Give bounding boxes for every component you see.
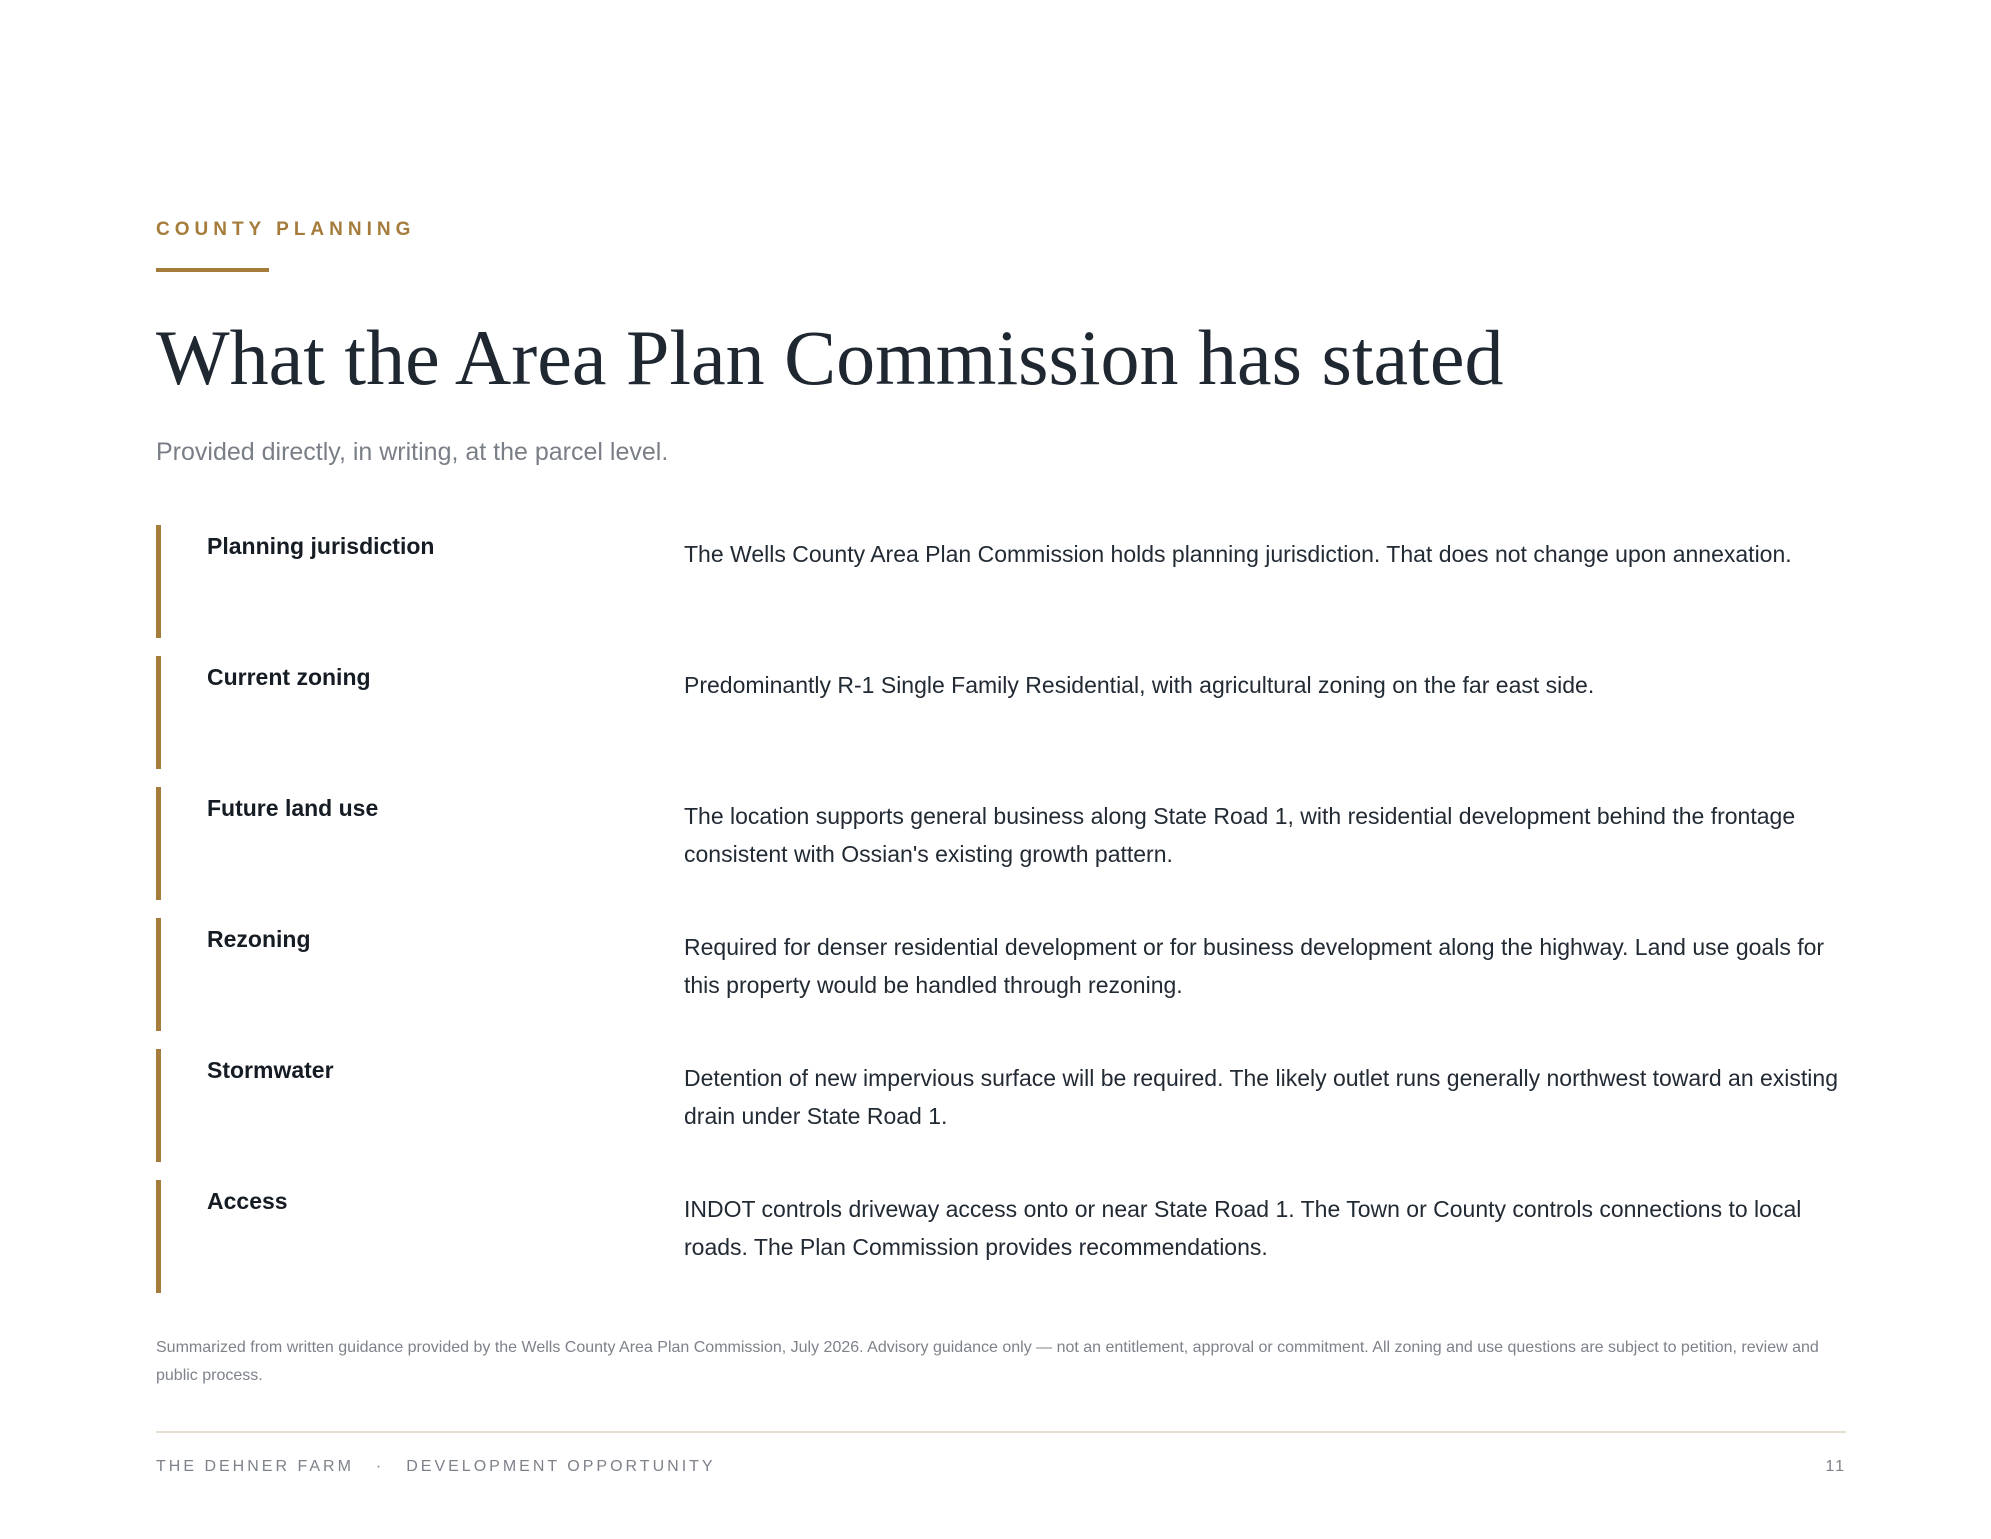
guidance-label: Planning jurisdiction [207, 533, 435, 559]
guidance-value: INDOT controls driveway access onto or near State Road 1. The Town or County controls connections to local roads. The Plan Commission provides recommendations. [684, 1196, 1802, 1260]
guidance-label: Future land use [207, 795, 379, 821]
guidance-value: The Wells County Area Plan Commission holds planning jurisdiction. That does not change upon annexation. [684, 541, 1792, 567]
page-title: What the Area Plan Commission has stated [156, 314, 1504, 401]
guidance-row-rezoning [156, 918, 1846, 1031]
guidance-value: Detention of new impervious surface will be required. The likely outlet runs generally northwest toward an existing drain under State Road 1. [684, 1065, 1838, 1129]
page-number: 11 [1825, 1458, 1846, 1475]
guidance-row-planning-jurisdiction [156, 525, 1846, 638]
guidance-label: Rezoning [207, 926, 311, 952]
guidance-row-future-land-use [156, 787, 1846, 900]
guidance-row-stormwater [156, 1049, 1846, 1162]
guidance-value: Predominantly R-1 Single Family Residential, with agricultural zoning on the far east side. [684, 672, 1595, 698]
footer-brand [156, 1458, 716, 1476]
guidance-row-access [156, 1180, 1846, 1293]
guidance-row-current-zoning [156, 656, 1846, 769]
slide-page [156, 0, 1846, 1539]
guidance-label: Current zoning [207, 664, 371, 690]
footer-separator: · [375, 1458, 385, 1475]
section-eyebrow: COUNTY PLANNING [156, 219, 416, 240]
guidance-label: Access [207, 1188, 288, 1214]
guidance-label: Stormwater [207, 1057, 334, 1083]
footer-property-name: THE DEHNER FARM [156, 1458, 354, 1475]
source-note: Summarized from written guidance provided by the Wells County Area Plan Commission, July 2026. Advisory guidance only — not an entitlement, approval or commitment. All zoning and use questions are subject to petition, review and public process. [156, 1339, 1819, 1384]
footer-divider [156, 1431, 1846, 1433]
page-subtitle: Provided directly, in writing, at the parcel level. [156, 438, 669, 466]
footer-document-type: DEVELOPMENT OPPORTUNITY [406, 1458, 716, 1475]
eyebrow-accent-rule [156, 268, 269, 272]
guidance-value: Required for denser residential development or for business development along the highway. Land use goals for this property would be handled through rezoning. [684, 934, 1825, 998]
guidance-list [156, 525, 1846, 1311]
guidance-value: The location supports general business along State Road 1, with residential development behind the frontage consistent with Ossian's existing growth pattern. [684, 803, 1796, 867]
